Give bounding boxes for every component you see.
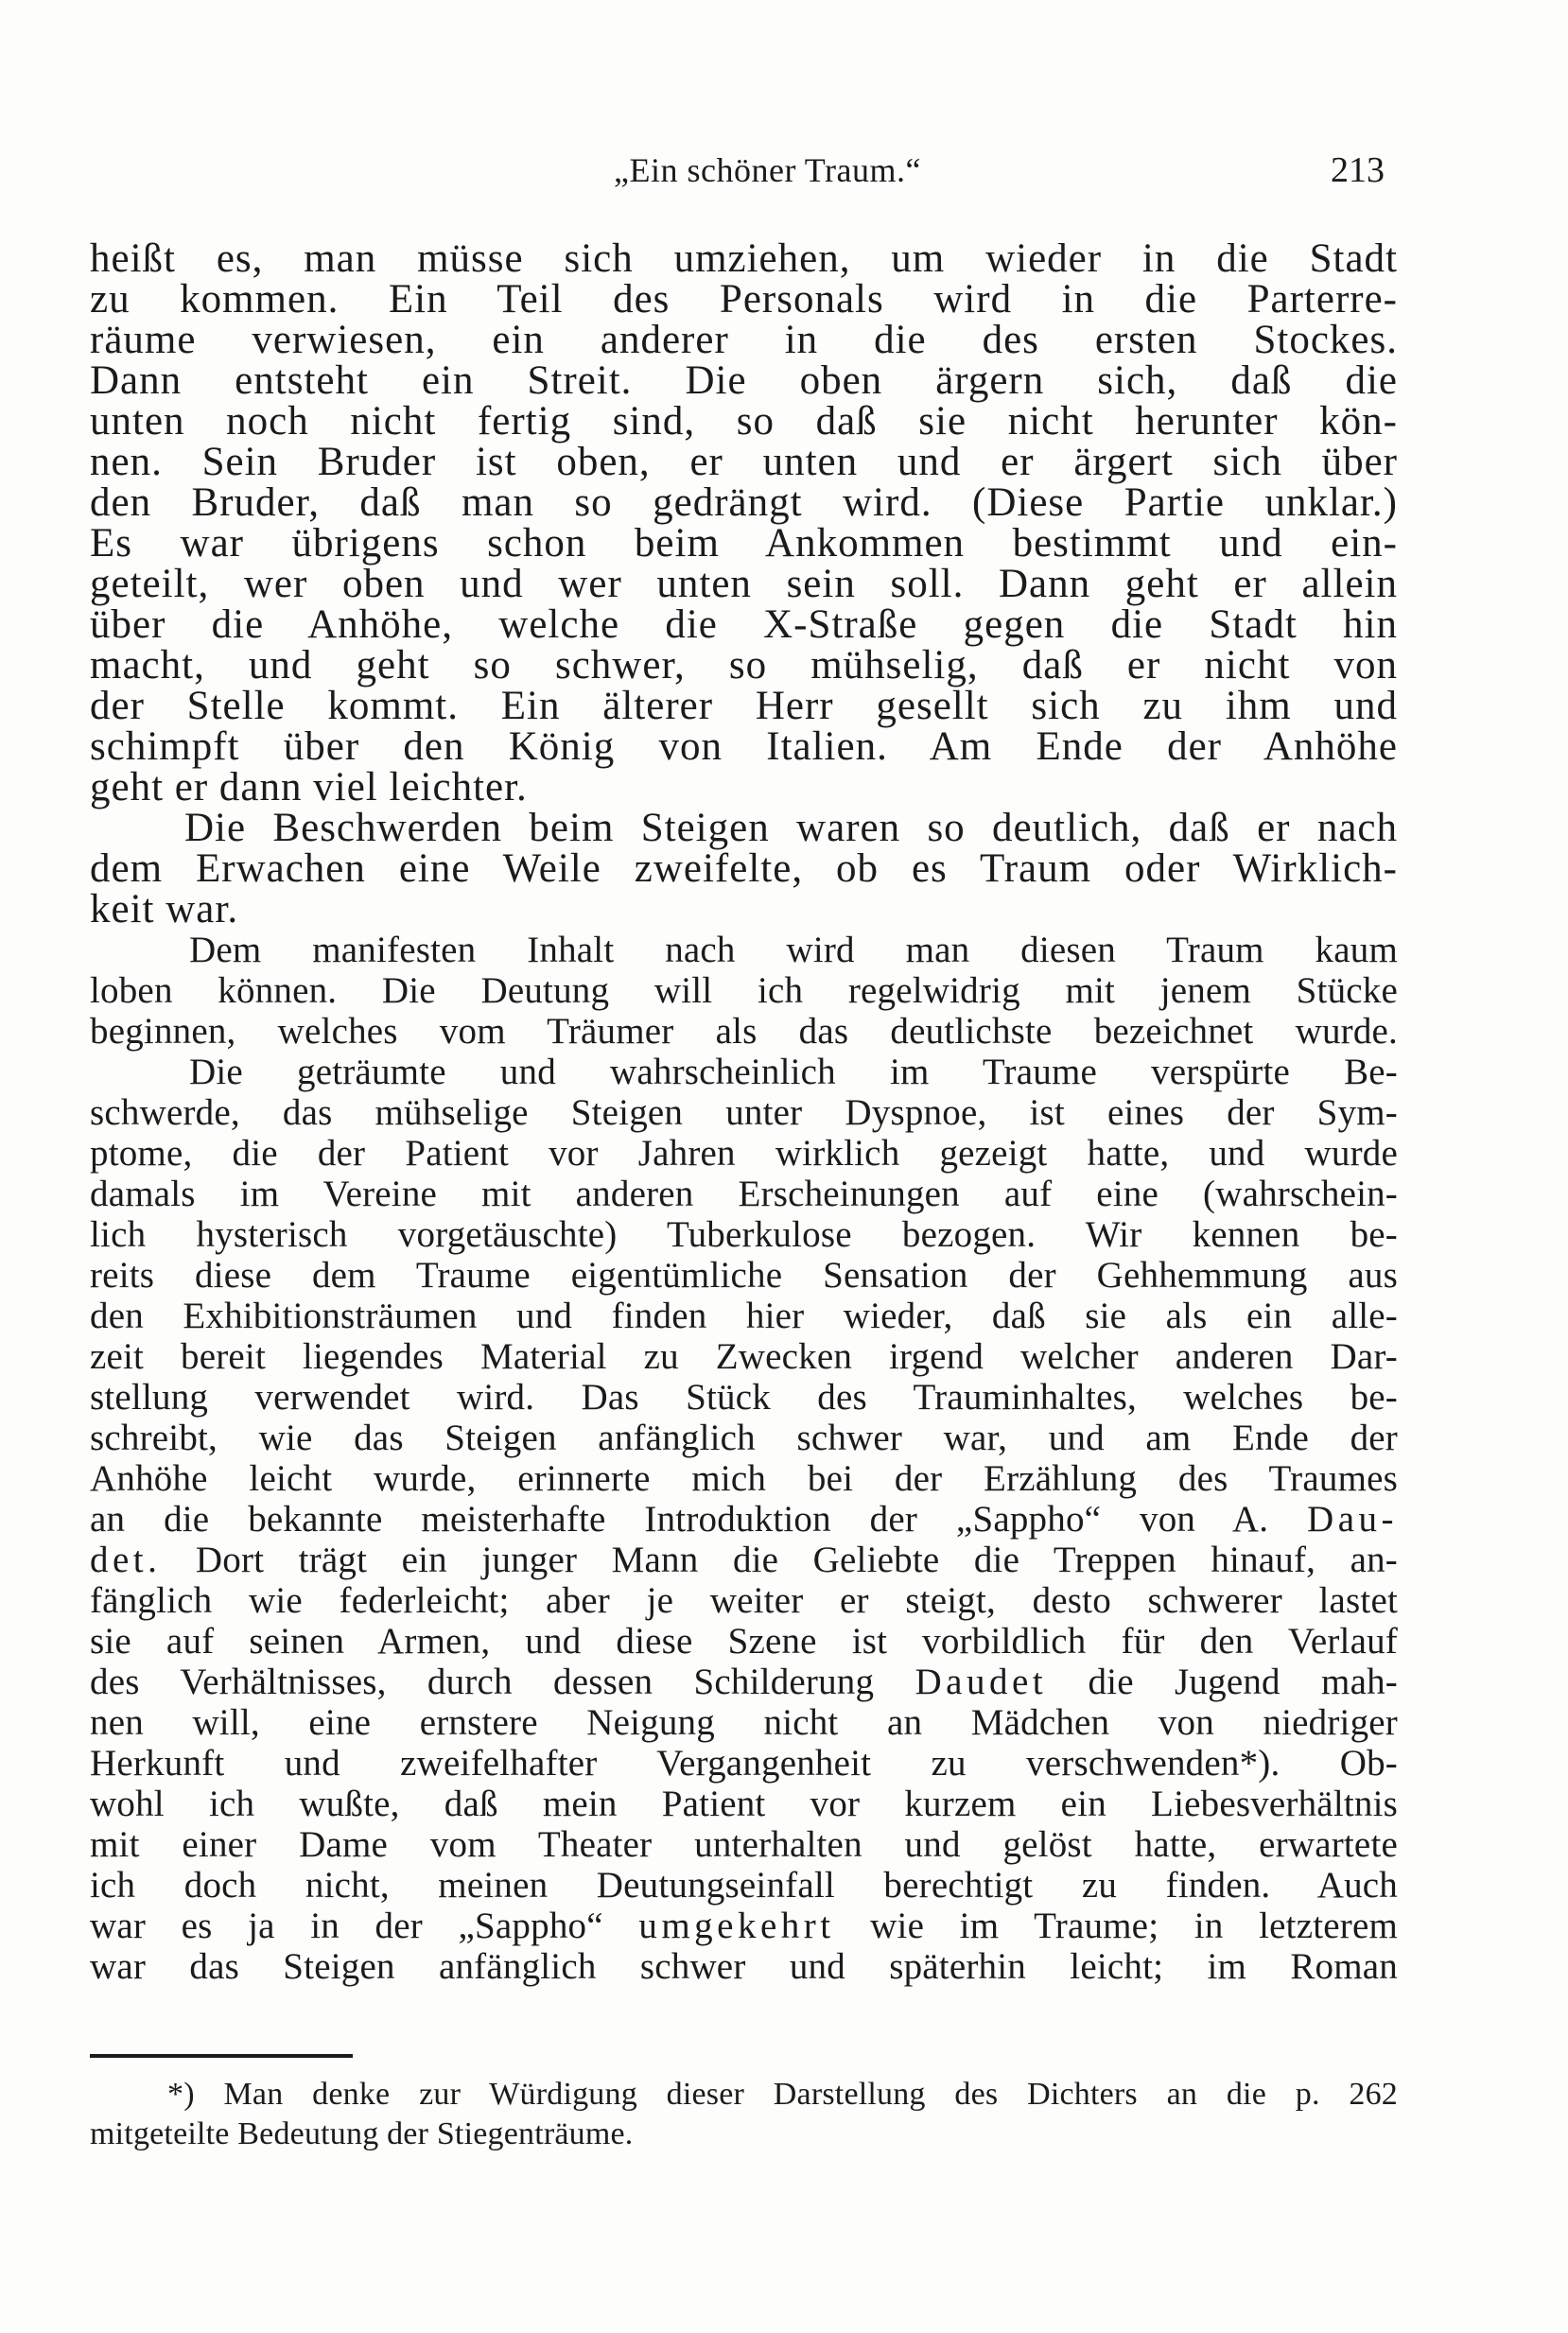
text-column bbox=[90, 238, 1398, 1987]
text-line: nen. Sein Bruder ist oben, er unten und er ärgert sich über bbox=[90, 440, 1398, 484]
letterspaced-word: Dau- bbox=[1307, 1499, 1398, 1540]
letterspaced-word: Daudet bbox=[915, 1662, 1048, 1702]
text-line: räume verwiesen, ein anderer in die des ersten Stockes. bbox=[90, 318, 1398, 362]
text-line bbox=[90, 1540, 1398, 1580]
text-line: unten noch nicht fertig sind, so daß sie nicht herunter kön- bbox=[90, 399, 1398, 444]
text-line: nen will, eine ernstere Neigung nicht an Mädchen von niedriger bbox=[90, 1702, 1398, 1743]
running-head bbox=[90, 149, 1398, 195]
text-line: Die Beschwerden beim Steigen waren so deutlich, daß er nach bbox=[184, 806, 1398, 850]
letterspaced-word: umgekehrt bbox=[638, 1906, 835, 1946]
text-line: sie auf seinen Armen, und diese Szene ist vorbildlich für den Verlauf bbox=[90, 1621, 1398, 1662]
text-line: über die Anhöhe, welche die X-Straße gegen die Stadt hin bbox=[90, 602, 1398, 647]
text-line: zeit bereit liegendes Material zu Zwecken irgend welcher anderen Dar- bbox=[90, 1336, 1398, 1377]
text-line: Anhöhe leicht wurde, erinnerte mich bei der Erzählung des Traumes bbox=[90, 1458, 1398, 1499]
text-line: fänglich wie federleicht; aber je weiter er steigt, desto schwerer lastet bbox=[90, 1580, 1398, 1621]
analysis-text bbox=[90, 930, 1398, 1987]
text-line: Die geträumte und wahrscheinlich im Traume verspürte Be- bbox=[189, 1052, 1398, 1092]
text-line: Dann entsteht ein Streit. Die oben ärgern sich, daß die bbox=[90, 358, 1398, 403]
text-line: den Exhibitionsträumen und finden hier wieder, daß sie als ein alle- bbox=[90, 1296, 1398, 1336]
text-line: stellung verwendet wird. Das Stück des Trauminhaltes, welches be- bbox=[90, 1377, 1398, 1418]
text-line: *) Man denke zur Würdigung dieser Darstellung des Dichters an die p. 262 bbox=[167, 2077, 1398, 2112]
text-segment: an die bekannte meisterhafte Introduktion der „Sappho“ von A. bbox=[90, 1499, 1308, 1540]
text-line: Herkunft und zweifelhafter Vergangenheit zu verschwenden*). Ob- bbox=[90, 1743, 1398, 1784]
text-line: keit war. bbox=[90, 887, 239, 931]
text-line: lich hysterisch vorgetäuschte) Tuberkulose bezogen. Wir kennen be- bbox=[90, 1214, 1398, 1255]
text-line: mitgeteilte Bedeutung der Stiegenträume. bbox=[90, 2116, 634, 2151]
footnote bbox=[90, 2075, 1398, 2154]
text-line: der Stelle kommt. Ein älterer Herr gesellt sich zu ihm und bbox=[90, 684, 1398, 728]
text-line: geteilt, wer oben und wer unten sein soll. Dann geht er allein bbox=[90, 562, 1398, 606]
text-segment: wie im Traume; in letzterem bbox=[834, 1906, 1398, 1946]
text-line: heißt es, man müsse sich umziehen, um wieder in die Stadt bbox=[90, 236, 1398, 281]
footnote-separator bbox=[90, 2054, 353, 2058]
text-line: reits diese dem Traume eigentümliche Sensation der Gehhemmung aus bbox=[90, 1255, 1398, 1296]
text-line: ich doch nicht, meinen Deutungseinfall berechtigt zu finden. Auch bbox=[90, 1865, 1398, 1906]
text-line: schimpft über den König von Italien. Am Ende der Anhöhe bbox=[90, 724, 1398, 769]
text-line: Es war übrigens schon beim Ankommen bestimmt und ein- bbox=[90, 521, 1398, 566]
text-line: schreibt, wie das Steigen anfänglich schwer war, und am Ende der bbox=[90, 1418, 1398, 1458]
text-segment: war es ja in der „Sappho“ bbox=[90, 1906, 639, 1946]
text-line: dem Erwachen eine Weile zweifelte, ob es Traum oder Wirklich- bbox=[90, 846, 1398, 891]
text-line: mit einer Dame vom Theater unterhalten und gelöst hatte, erwartete bbox=[90, 1824, 1398, 1865]
running-head-title: „Ein schöner Traum.“ bbox=[614, 151, 921, 189]
text-line: wohl ich wußte, daß mein Patient vor kurzem ein Liebesverhältnis bbox=[90, 1784, 1398, 1824]
text-line: Dem manifesten Inhalt nach wird man diesen Traum kaum bbox=[189, 930, 1398, 970]
text-line: zu kommen. Ein Teil des Personals wird in die Parterre- bbox=[90, 277, 1398, 322]
text-line: geht er dann viel leichter. bbox=[90, 765, 528, 810]
page-number: 213 bbox=[1331, 150, 1385, 190]
text-line bbox=[90, 1499, 1398, 1540]
text-line: loben können. Die Deutung will ich regelwidrig mit jenem Stücke bbox=[90, 970, 1398, 1011]
text-line: beginnen, welches vom Träumer als das deutlichste bezeichnet wurde. bbox=[90, 1011, 1398, 1052]
text-segment: Dort trägt ein junger Mann die Geliebte die Treppen hinauf, an- bbox=[161, 1540, 1398, 1580]
text-line: macht, und geht so schwer, so mühselig, daß er nicht von bbox=[90, 643, 1398, 688]
text-line: schwerde, das mühselige Steigen unter Dyspnoe, ist eines der Sym- bbox=[90, 1092, 1398, 1133]
text-segment: des Verhältnisses, durch dessen Schilderung bbox=[90, 1662, 915, 1702]
text-line: war das Steigen anfänglich schwer und späterhin leicht; im Roman bbox=[90, 1946, 1398, 1987]
text-line: ptome, die der Patient vor Jahren wirklich gezeigt hatte, und wurde bbox=[90, 1133, 1398, 1174]
dream-report bbox=[90, 238, 1398, 930]
letterspaced-word: det. bbox=[90, 1540, 162, 1580]
text-line bbox=[90, 1662, 1398, 1702]
text-line: den Bruder, daß man so gedrängt wird. (Diese Partie unklar.) bbox=[90, 480, 1398, 525]
text-line: damals im Vereine mit anderen Erscheinungen auf eine (wahrschein- bbox=[90, 1174, 1398, 1214]
text-segment: die Jugend mah- bbox=[1047, 1662, 1398, 1702]
text-line bbox=[90, 1906, 1398, 1946]
